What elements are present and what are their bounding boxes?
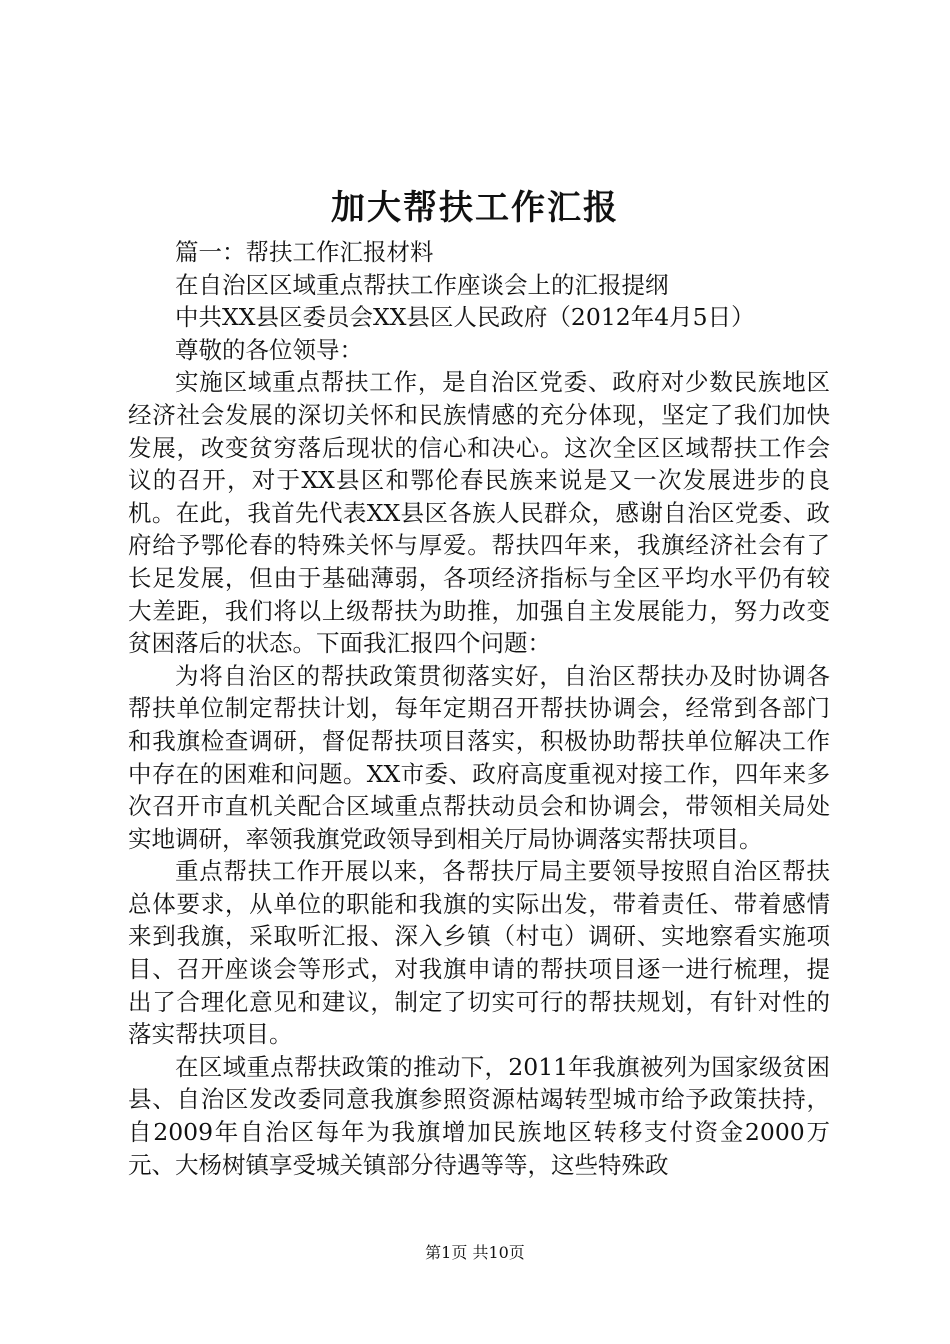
body-paragraph: 为将自治区的帮扶政策贯彻落实好，自治区帮扶办及时协调各帮扶单位制定帮扶计划，每年定期召开帮扶协调会，经常到各部门和我旗检查调研，督促帮扶项目落实，积极协助帮扶单位解决工作中存在的困难和问题。XX市委、政府高度重视对接工作，四年来多次召开市直机关配合区域重点帮扶动员会和协调会，带领相关局处实地调研，率领我旗党政领导到相关厅局协调落实帮扶项目。 bbox=[128, 661, 830, 853]
document-body bbox=[128, 236, 830, 1181]
document-title: 加大帮扶工作汇报 bbox=[331, 188, 619, 228]
subtitle: 在自治区区域重点帮扶工作座谈会上的汇报提纲 bbox=[175, 270, 669, 299]
page-footer: 第1页 共10页 bbox=[425, 1243, 525, 1262]
author-line: 中共XX县区委员会XX县区人民政府（2012年4月5日） bbox=[175, 303, 755, 332]
section-heading: 篇一：帮扶工作汇报材料 bbox=[175, 238, 434, 266]
salutation: 尊敬的各位领导： bbox=[175, 335, 363, 364]
body-paragraph: 在区域重点帮扶政策的推动下，2011年我旗被列为国家级贫困县、自治区发改委同意我旗参照资源枯竭转型城市给予政策扶持，自2009年自治区每年为我旗增加民族地区转移支付资金2000万元、大杨树镇享受城关镇部分待遇等等，这些特殊政 bbox=[128, 1052, 830, 1179]
body-paragraph: 实施区域重点帮扶工作，是自治区党委、政府对少数民族地区经济社会发展的深切关怀和民族情感的充分体现，坚定了我们加快发展，改变贫穷落后现状的信心和决心。这次全区区域帮扶工作会议的召开，对于XX县区和鄂伦春民族来说是又一次发展进步的良机。在此，我首先代表XX县区各族人民群众，感谢自治区党委、政府给予鄂伦春的特殊关怀与厚爱。帮扶四年来，我旗经济社会有了长足发展，但由于基础薄弱，各项经济指标与全区平均水平仍有较大差距，我们将以上级帮扶为助推，加强自主发展能力，努力改变贫困落后的状态。下面我汇报四个问题： bbox=[128, 368, 830, 658]
body-paragraph: 重点帮扶工作开展以来，各帮扶厅局主要领导按照自治区帮扶总体要求，从单位的职能和我旗的实际出发，带着责任、带着感情来到我旗，采取听汇报、深入乡镇（村屯）调研、实地察看实施项目、召开座谈会等形式，对我旗申请的帮扶项目逐一进行梳理，提出了合理化意见和建议，制定了切实可行的帮扶规划，有针对性的落实帮扶项目。 bbox=[128, 857, 830, 1049]
